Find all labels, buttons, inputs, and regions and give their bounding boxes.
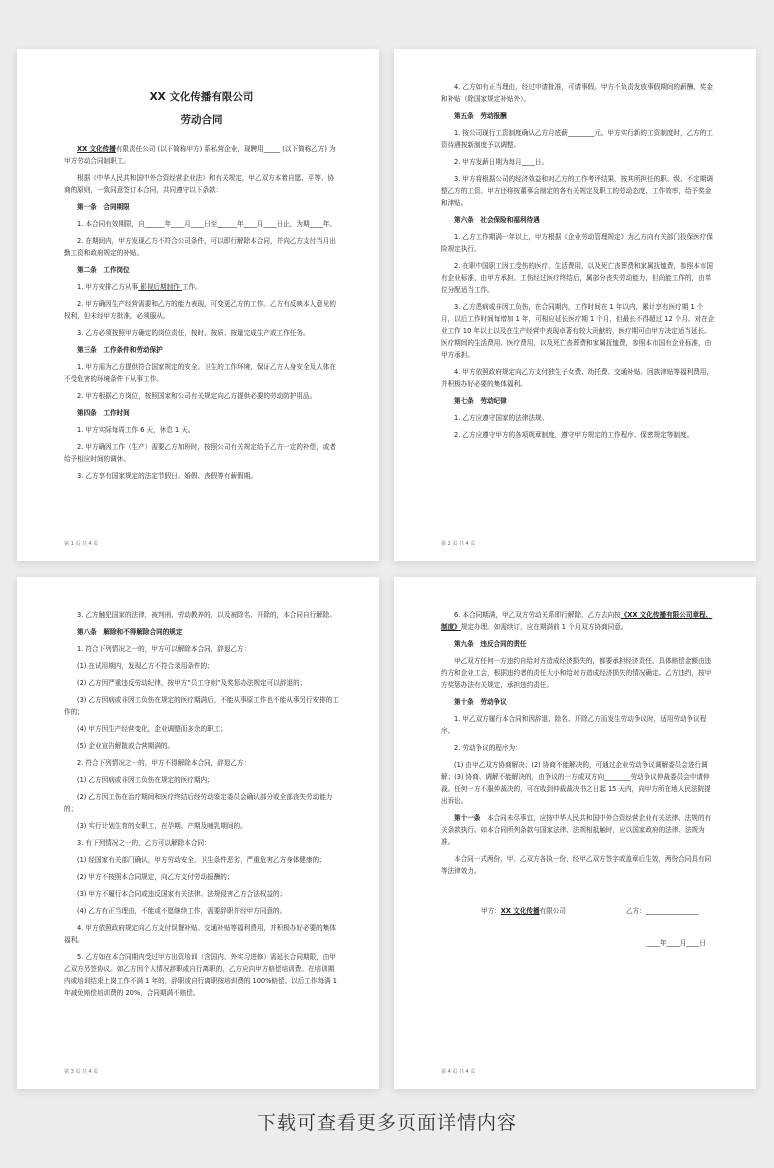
contract-paragraph: 2. 符合下列情况之一的，甲方不得解除本合同，辞退乙方：: [77, 759, 251, 767]
contract-paragraph: 4. 甲方依照政府规定向乙方支付独生子女费、幼托费、交通补贴、回族津贴等福利费用，并积极办好必要的集体福利。: [441, 368, 713, 388]
document-page-2: [394, 49, 756, 561]
contract-title: 劳动合同: [180, 114, 223, 126]
contract-paragraph: (2) 甲方不按照本合同规定，向乙方支付劳动报酬的；: [77, 873, 234, 881]
article-heading: 第九条 违反合同的责任: [454, 640, 527, 648]
page-number-footer: 第 4 页 共 4 页: [441, 1069, 476, 1075]
article-heading: 第八条 解除和不得解除合同的规定: [77, 628, 183, 636]
contract-paragraph: 1. 甲方需为乙方提供符合国家规定的安全、卫生的工作环境，保证乙方人身安全及人体在不受危害的环境条件下从事工作。: [64, 363, 336, 383]
contract-paragraph: (4) 乙方有正当理由，不能或不愿继续工作，需要辞职并经甲方同意的。: [77, 907, 287, 915]
contract-paragraph: (3) 实行计划生育的女职工，在孕期、产期及哺乳期间的。: [77, 822, 247, 830]
contract-paragraph: 2. 甲方发薪日期为每月____日。: [454, 158, 549, 166]
contract-paragraph: 2. 甲方确因生产经营需要和乙方的能力表现，可变更乙方的工作。乙方有反映本人意见的权利，但未经甲方批准，必须服从。: [64, 300, 336, 320]
contract-paragraph: 1. 甲乙双方履行本合同和因辞退、除名、开除乙方而发生劳动争议时，适用劳动争议程序。: [441, 715, 707, 735]
contract-paragraph: 1. 乙方工作期满一年以上，甲方根据《企业劳动管理规定》为乙方向有关部门投保医疗保险规定执行。: [441, 233, 713, 253]
contract-paragraph: 第十一条 本合同未尽事宜，应按中华人民共和国中外合资经营企业有关法律、法规的有关条款执行。如本合同所列条款与国家法律、法规相抵触时，应以国家政府的法律、法规为准。: [441, 814, 712, 846]
contract-paragraph: (4) 甲方因生产经营变化，企业调整而多余的职工；: [77, 725, 227, 733]
contract-paragraph: (1) 由甲乙双方协商解决；(2) 协商不能解决的，可通过企业劳动争议调解委员会进行调解；(3) 协商、调解不能解决的，由争议的一方或双方向________劳动争议仲裁委员会申请仲裁。任何一方不服仲裁决的，可在收到仲裁裁决书之日起 15 天内，向甲方所在地人民法院提出诉讼。: [441, 761, 711, 805]
article-heading: 第五条 劳动报酬: [454, 112, 507, 120]
contract-paragraph: 4. 甲方依照政府规定向乙方支付误餐补贴、交通补贴等福利费用，并积极办好必要的集体福利。: [64, 924, 336, 944]
contract-paragraph: 3. 乙方必须按照甲方确定的岗位责任，按时、按质、按量完成生产或工作任务。: [77, 329, 310, 337]
document-page-1: [17, 49, 379, 561]
document-page-4: [394, 577, 756, 1089]
page-number-footer: 第 2 页 共 4 页: [441, 541, 476, 547]
contract-paragraph: 1. 甲方安排乙方从事 影视后期制作 工作。: [77, 283, 202, 291]
contract-paragraph: 4. 乙方如有正当理由，经过申请批准，可请事假。甲方不负责发放事假期间的薪酬、奖金和补贴（除国家规定补贴外）。: [441, 83, 713, 103]
party-b-signature: 乙方：________________: [626, 907, 699, 915]
contract-paragraph: (1) 乙方因病或非因工负伤在规定的医疗期内；: [77, 776, 214, 784]
article-heading: 第六条 社会保险和福利待遇: [454, 216, 540, 224]
contract-paragraph: 3. 乙方患病或非因工负伤，在合同期内，工作时间在 1 年以内，累计享有医疗期 1 个月，以后工作时间每增加 1 年，可相应延长医疗期 1 个月，但最长不得超过 12 个月。对在企业工作 10 年以上以及在生产经营中表现卓著有较大贡献的，医疗期可由甲方决定适当延长。医疗期间的生活费用、医疗费用，以及死亡丧葬费和家属抚恤费，参照本市国有企业标准，由甲方承担。: [441, 303, 715, 359]
contract-paragraph: 3. 乙方触犯国家的法律，被判刑、劳动教养的，以及被除名、开除的，本合同自行解除。: [77, 611, 336, 619]
contract-paragraph: 3. 有下列情况之一的，乙方可以解除本合同：: [77, 839, 211, 847]
contract-paragraph: 2. 在期间内，甲方发现乙方不符合公司条件，可以即行解除本合同，并向乙方支付当月出勤工资和政府规定的补贴。: [64, 237, 336, 257]
contract-paragraph: 根据《中华人民共和国中外合资经营企业法》和有关规定，甲乙双方本着自愿、平等、协商的原则，一致同意签订本合同，共同遵守以下条款：: [64, 174, 335, 194]
article-heading: 第七条 劳动纪律: [454, 397, 507, 405]
contract-paragraph: 甲乙双方任何一方违约自给对方造成经济损失的，都要承担经济责任。具体赔偿金额由违约方和企业工会，根据违约者的责任大小和给对方造成经济损失的情况确定。乙方违约，按甲方奖惩办法有关规定，承担违约责任。: [441, 657, 712, 689]
document-page-3: [17, 577, 379, 1089]
party-a-signature: 甲方：XX 文化传播有限公司: [481, 907, 566, 915]
contract-paragraph: 1. 符合下列情况之一的，甲方可以解除本合同，辞退乙方：: [77, 645, 251, 653]
article-heading: 第二条 工作岗位: [77, 266, 130, 274]
contract-paragraph: 1. 乙方应遵守国家的法律法规。: [454, 414, 549, 422]
contract-paragraph: (2) 乙方因严重违反劳动纪律，按甲方“员工守则”及奖惩办法规定可以辞退的；: [77, 679, 307, 687]
contract-paragraph: 3. 甲方将根据公司的经济效益和对乙方的工作考评结果，按其所担任的职、级、不定期调整乙方的工资。甲方还将按董事会制定的各有关规定及职工的劳动态度、工作效率，给予奖金和津贴。: [441, 175, 713, 207]
page-number-footer: 第 3 页 共 4 页: [64, 1069, 99, 1075]
contract-paragraph: XX 文化传播有限责任公司 (以下简称甲方) 系私营企业，现聘用_____ (以下简称乙方) 为甲方劳动合同制职工。: [64, 145, 336, 165]
company-title: XX 文化传播有限公司: [149, 91, 254, 103]
contract-paragraph: 2. 甲方确因工作（生产）需要乙方加班时，按照公司有关规定给予乙方一定的补偿，或者给予相应时间的调休。: [64, 443, 336, 463]
download-caption[interactable]: 下载可查看更多页面详情内容: [256, 1112, 517, 1134]
contract-paragraph: 1. 甲方实际每周工作 6 天，休息 1 天。: [77, 426, 195, 434]
contract-paragraph: 5. 乙方如在本合同期内受过甲方出资培训（含国内、外实习进修）需延长合同期限，由甲乙双方另签协议。如乙方因个人情况辞职或自行离职的，乙方应向甲方赔偿培训费。在培训期内或培训结束上岗工作不满 1 年的，辞职或自行离职按培训费的 100%赔偿。以后工作每满 1 年减免赔偿培训费的 20%，合同期满不赔偿。: [64, 953, 337, 997]
contract-paragraph: 2. 劳动争议的程序为：: [454, 744, 522, 752]
contract-paragraph: (1) 经国家有关部门确认，甲方劳动安全、卫生条件恶劣，严重危害乙方身体健康的；: [77, 856, 326, 864]
contract-paragraph: 2. 甲方根据乙方岗位，按照国家和公司有关规定向乙方提供必要的劳动防护用品。: [77, 392, 317, 400]
contract-paragraph: (3) 乙方因病或非因工负伤在规定的医疗期满后，不能从事原工作也不能从事另行安排的工作的；: [64, 696, 339, 716]
contract-paragraph: 6. 本合同期满，甲乙双方劳动关系即行解除，乙方去向按《XX 文化传播有限公司章程、制度》规定办理。如需续订，应在期满前 1 个月双方协商同意。: [441, 611, 713, 631]
contract-paragraph: 3. 乙方享有国家规定的法定节假日、婚假、丧假等有薪假期。: [77, 472, 257, 480]
contract-paragraph: (3) 甲方不履行本合同或违反国家有关法律、法规侵害乙方合法权益的；: [77, 890, 287, 898]
contract-paragraph: (2) 乙方因工伤在治疗期间和医疗终结后经劳动鉴定委员会确认部分或全部丧失劳动能力的；: [64, 793, 333, 813]
article-heading: 第三条 工作条件和劳动保护: [77, 346, 163, 354]
signature-date: ____年____月____日: [646, 939, 706, 947]
contract-paragraph: 2. 乙方应遵守甲方的各项规章制度，遵守甲方规定的工作程序、保密规定等制度。: [454, 431, 694, 439]
article-heading: 第四条 工作时间: [77, 409, 130, 417]
contract-paragraph: 1. 本合同有效期限，自______年____月____日至______年____月____日止，为期____年。: [77, 220, 336, 228]
contract-paragraph: (5) 企业宣告解散或合营期满的。: [77, 742, 175, 750]
contract-paragraph: 2. 在职中国职工因工受伤的医疗、生活费用，以及死亡丧葬费和家属抚恤费，参照本市国有企业标准，由甲方承担。工伤经过医疗终结后，属部分丧失劳动能力，但尚能工作的，由单位分配适当工作。: [441, 262, 713, 294]
contract-paragraph: 本合同一式两份，甲、乙双方各执一份，经甲乙双方签字或盖章后生效，两份合同具有同等法律效力。: [441, 855, 712, 875]
page-number-footer: 第 1 页 共 4 页: [64, 541, 99, 547]
contract-paragraph: (1) 在试用期内，发现乙方不符合录用条件的；: [77, 662, 214, 670]
article-heading: 第十条 劳动争议: [454, 698, 507, 706]
article-heading: 第一条 合同期限: [77, 203, 130, 211]
signature-row: [441, 905, 716, 917]
contract-paragraph: 1. 按公司现行工资制度确认乙方月底薪________元。甲方实行新的工资制度时，乙方的工资待遇按新制度予以调整。: [441, 129, 713, 149]
